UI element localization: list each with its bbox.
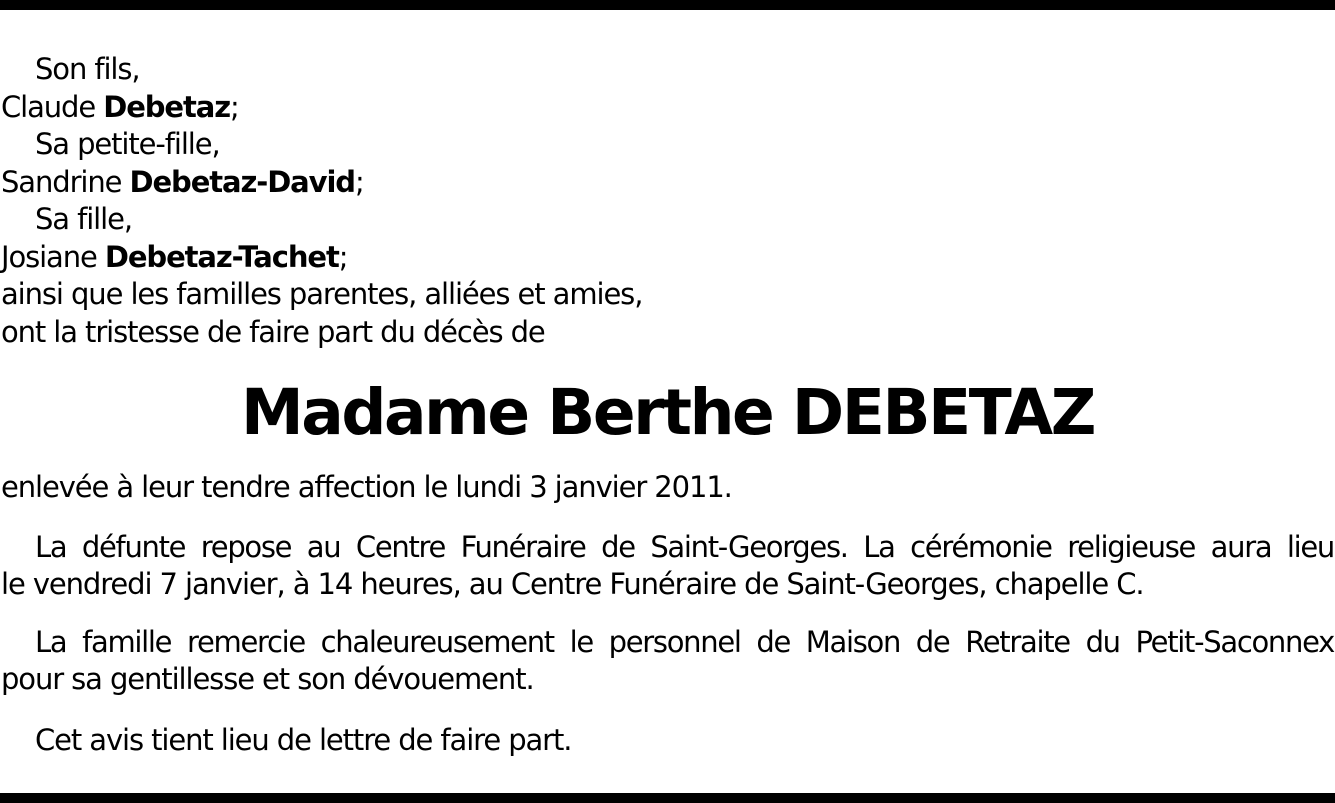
son-last-name: Debetaz — [103, 89, 231, 124]
son-first-name: Claude — [1, 89, 96, 124]
daughter-name-line — [1, 239, 901, 277]
thanks-line-1: La famille remercie chaleureusement le personnel de Maison de Retraite du Petit-Saconnex — [35, 625, 1334, 659]
daughter-label: Sa fille, — [35, 202, 132, 236]
son-name-line — [1, 89, 901, 127]
granddaughter-last-name: Debetaz-David — [129, 164, 355, 199]
announcement-line: ont la tristesse de faire part du décès de — [1, 314, 545, 349]
daughter-first-name: Josiane — [1, 239, 97, 274]
separator: ; — [230, 89, 239, 124]
separator: ; — [338, 239, 348, 274]
granddaughter-first-name: Sandrine — [1, 164, 122, 199]
bottom-border-rule — [0, 793, 1335, 803]
deceased-name-heading: Madame Berthe DEBETAZ — [240, 376, 1095, 449]
family-list — [1, 51, 901, 351]
granddaughter-label: Sa petite-fille, — [35, 127, 220, 161]
notice-line: Cet avis tient lieu de lettre de faire part. — [35, 723, 572, 757]
son-label: Son fils, — [35, 52, 140, 86]
families-line: ainsi que les familles parentes, alliées et amies, — [1, 277, 643, 311]
thanks-line-2: pour sa gentillesse et son dévouement. — [1, 662, 534, 696]
ceremony-line-1: La défunte repose au Centre Funéraire de Saint-Georges. La cérémonie religieuse aura lieu — [35, 530, 1334, 564]
top-border-rule — [0, 0, 1335, 10]
separator: ; — [354, 164, 364, 199]
notice-paragraph — [1, 722, 1334, 759]
daughter-last-name: Debetaz-Tachet — [104, 239, 339, 274]
ceremony-paragraph — [1, 529, 1334, 603]
thanks-paragraph — [1, 624, 1334, 698]
granddaughter-name-line — [1, 164, 901, 202]
passing-date-paragraph — [1, 469, 1334, 506]
passing-date-line: enlevée à leur tendre affection le lundi 3 janvier 2011. — [1, 470, 732, 504]
ceremony-line-2: le vendredi 7 janvier, à 14 heures, au Centre Funéraire de Saint-Georges, chapelle C. — [1, 567, 1144, 601]
